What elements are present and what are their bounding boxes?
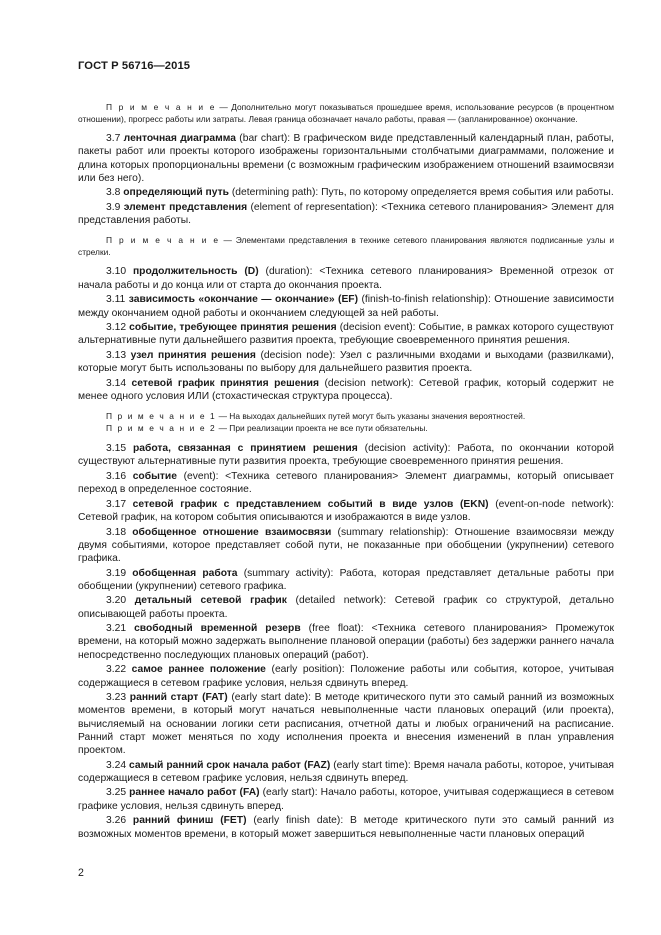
term-text: (bar chart): В графическом виде представленный календарный план, работы, пакеты работ или проекты которого изображены горизонтальными столбчатыми диаграммами, положение и длина которых пропорциональны времени (с возможным графическим изображением отношений взаимосвязи или без него). [78,133,614,184]
note-group [78,411,614,434]
term-text: (early start date): В методе критического пути это самый ранний из возможных моментов времени, в который могут начаться невыполненные части плановых операций (или проекта), вычисляемый на основании логики сети расписания, отчетной даты и любых ограничений на расписание. Ранний старт может меняться по ходу исполнения проекта и внесения изменений в план управления проектом. [78,692,614,757]
term-text: (decision activity): Работа, по окончании которой существуют альтернативные пути развития проекта, требующие своевременного принятия решения. [78,443,614,468]
note-text: — При реализации проекта не все пути обязательны. [216,422,428,433]
term-text: (early position): Положение работы или события, которое, учитывая содержащиеся в сетевом графике условия, нельзя сдвинуть вперед. [78,664,615,689]
term-number: 3.9 [106,201,121,213]
term-name: детальный сетевой график [134,595,287,607]
term-text: (detailed network): Сетевой график со структурой, детально описывающей работы проекта. [78,595,614,620]
term-name: работа, связанная с принятием решения [132,443,358,455]
term-text: (decision network): Сетевой график, который содержит не менее одного условия ИЛИ (стохастическая структура процесса). [78,377,614,402]
term-definition [78,759,614,786]
term-text: (element of representation): <Техника сетевого планирования> Элемент для представления работы. [78,201,614,227]
term-name: обобщенное отношение взаимосвязи [132,526,332,538]
term-number: 3.8 [106,187,121,199]
note-label: П р и м е ч а н и е 1 [106,411,217,422]
term-text: (event): <Техника сетевого планирования> Элемент диаграммы, который описывает переход в определенное состояние. [78,470,614,496]
term-text: (summary activity): Работа, которая представляет детальные работы при обобщении (укрупнении) сетевого графика. [78,567,614,592]
note [78,423,614,435]
term-definition [78,132,614,185]
note [78,411,614,423]
term-definition [78,186,614,199]
page-number: 2 [78,867,84,879]
term-definition [78,442,614,469]
term-number: 3.20 [106,595,127,607]
term-text: (decision node): Узел с различными входами и выходами (развилками), которые могут быть использованы по выбору для дальнейшего развития проекта. [78,349,614,375]
term-number: 3.16 [106,470,127,482]
term-name: определяющий путь [123,187,229,199]
term-text: (free float): <Техника сетевого планирования> Промежуток времени, на который можно задержать выполнение плановой операции (работы) без задержки раннего начала непосредственно последующих плановых операций (работ). [78,623,614,661]
term-name: ранний финиш (FET) [132,815,247,827]
term-text: (early start time): Время начала работы, которое, учитывая содержащиеся в сетевом графике условия, нельзя сдвинуть вперед. [78,759,614,784]
document-body [78,102,614,842]
term-definition [78,498,614,525]
term-name: самое раннее положение [131,664,266,676]
term-number: 3.18 [106,526,127,538]
term-definition [78,814,614,841]
term-definition [78,377,614,404]
note [78,235,614,258]
note [78,102,614,125]
term-name: сетевой график с представлением событий в виде узлов (EKN) [132,498,489,510]
term-number: 3.24 [106,759,127,771]
term-definition [78,594,614,621]
term-definition [78,786,614,813]
term-number: 3.13 [106,349,127,361]
term-number: 3.10 [106,266,127,278]
note-text: — Элементами представления в технике сетевого планирования являются подписанные узлы и стрелки. [78,235,614,257]
term-definition [78,663,614,690]
term-name: обобщенная работа [132,567,238,579]
term-number: 3.15 [106,443,127,455]
term-name: сетевой график принятия решения [131,377,319,389]
term-name: раннее начало работ (FA) [129,787,260,799]
note-text: — На выходах дальнейших путей могут быть указаны значения вероятностей. [216,411,526,422]
term-definition [78,321,614,348]
note-label: П р и м е ч а н и е [106,102,216,112]
term-definition [78,265,614,292]
standard-header: ГОСТ Р 56716—2015 [78,60,191,72]
term-name: узел принятия решения [130,349,256,361]
term-number: 3.23 [106,692,127,704]
term-definition [78,622,614,662]
term-number: 3.17 [106,498,127,510]
term-text: (decision event): Событие, в рамках которого существуют альтернативные пути дальнейшего развития проекта, требующие своевременного принятия решения. [78,322,614,347]
term-number: 3.19 [106,567,127,579]
term-text: (early start): Начало работы, которое, учитывая содержащиеся в сетевом графике условия, нельзя сдвинуть вперед. [78,787,614,812]
term-name: событие [132,470,177,482]
term-number: 3.14 [106,377,127,389]
note-text: — Дополнительно могут показываться прошедшее время, использование ресурсов (в процентном отношении), прогресс работы или затраты. Левая граница обозначает начало работы, правая — (запланированное) окончание. [78,102,614,124]
term-text: (event-on-node network): Сетевой график, на котором события описываются и изображаются в виде узлов. [78,498,614,524]
note-label: П р и м е ч а н и е [106,235,220,246]
term-number: 3.25 [106,787,127,799]
term-text: (duration): <Техника сетевого планирования> Временной отрезок от начала работы и до конца или от старта до окончания проекта. [78,266,614,291]
term-text: (early finish date): В методе критического пути это самый ранний из возможных моментов времени, в который может завершиться невыполненные части плановых операций [78,815,614,840]
term-number: 3.11 [106,294,126,306]
term-name: продолжительность (D) [132,266,259,278]
term-text: (finish-to-finish relationship): Отношение зависимости между окончанием одной работы и окончанием следующей за ней работы. [78,294,614,319]
term-number: 3.7 [106,133,121,144]
term-name: зависимость «окончание — окончание» (EF) [128,294,359,306]
term-definition [78,691,614,757]
term-definition [78,470,614,497]
term-definition [78,349,614,376]
term-name: ленточная диаграмма [123,133,236,144]
term-definition [78,526,614,566]
term-text: (summary relationship): Отношение взаимосвязи между двумя событиями, которое представляет собой пути, не показанные при обобщении (укрупнении) сетевого графика. [78,526,614,565]
term-number: 3.26 [106,815,127,827]
term-number: 3.21 [106,623,127,635]
term-name: ранний старт (FAT) [129,692,228,704]
term-name: свободный временной резерв [134,623,301,635]
term-number: 3.12 [106,322,127,334]
term-definition [78,201,614,228]
term-text: (determining path): Путь, по которому определяется время события или работы. [229,187,614,199]
note-label: П р и м е ч а н и е 2 [106,422,217,433]
term-definition [78,293,614,320]
term-number: 3.22 [106,664,127,676]
term-definition [78,567,614,594]
term-name: самый ранний срок начала работ (FAZ) [129,759,331,771]
term-name: элемент представления [123,201,248,213]
term-name: событие, требующее принятия решения [129,322,337,334]
